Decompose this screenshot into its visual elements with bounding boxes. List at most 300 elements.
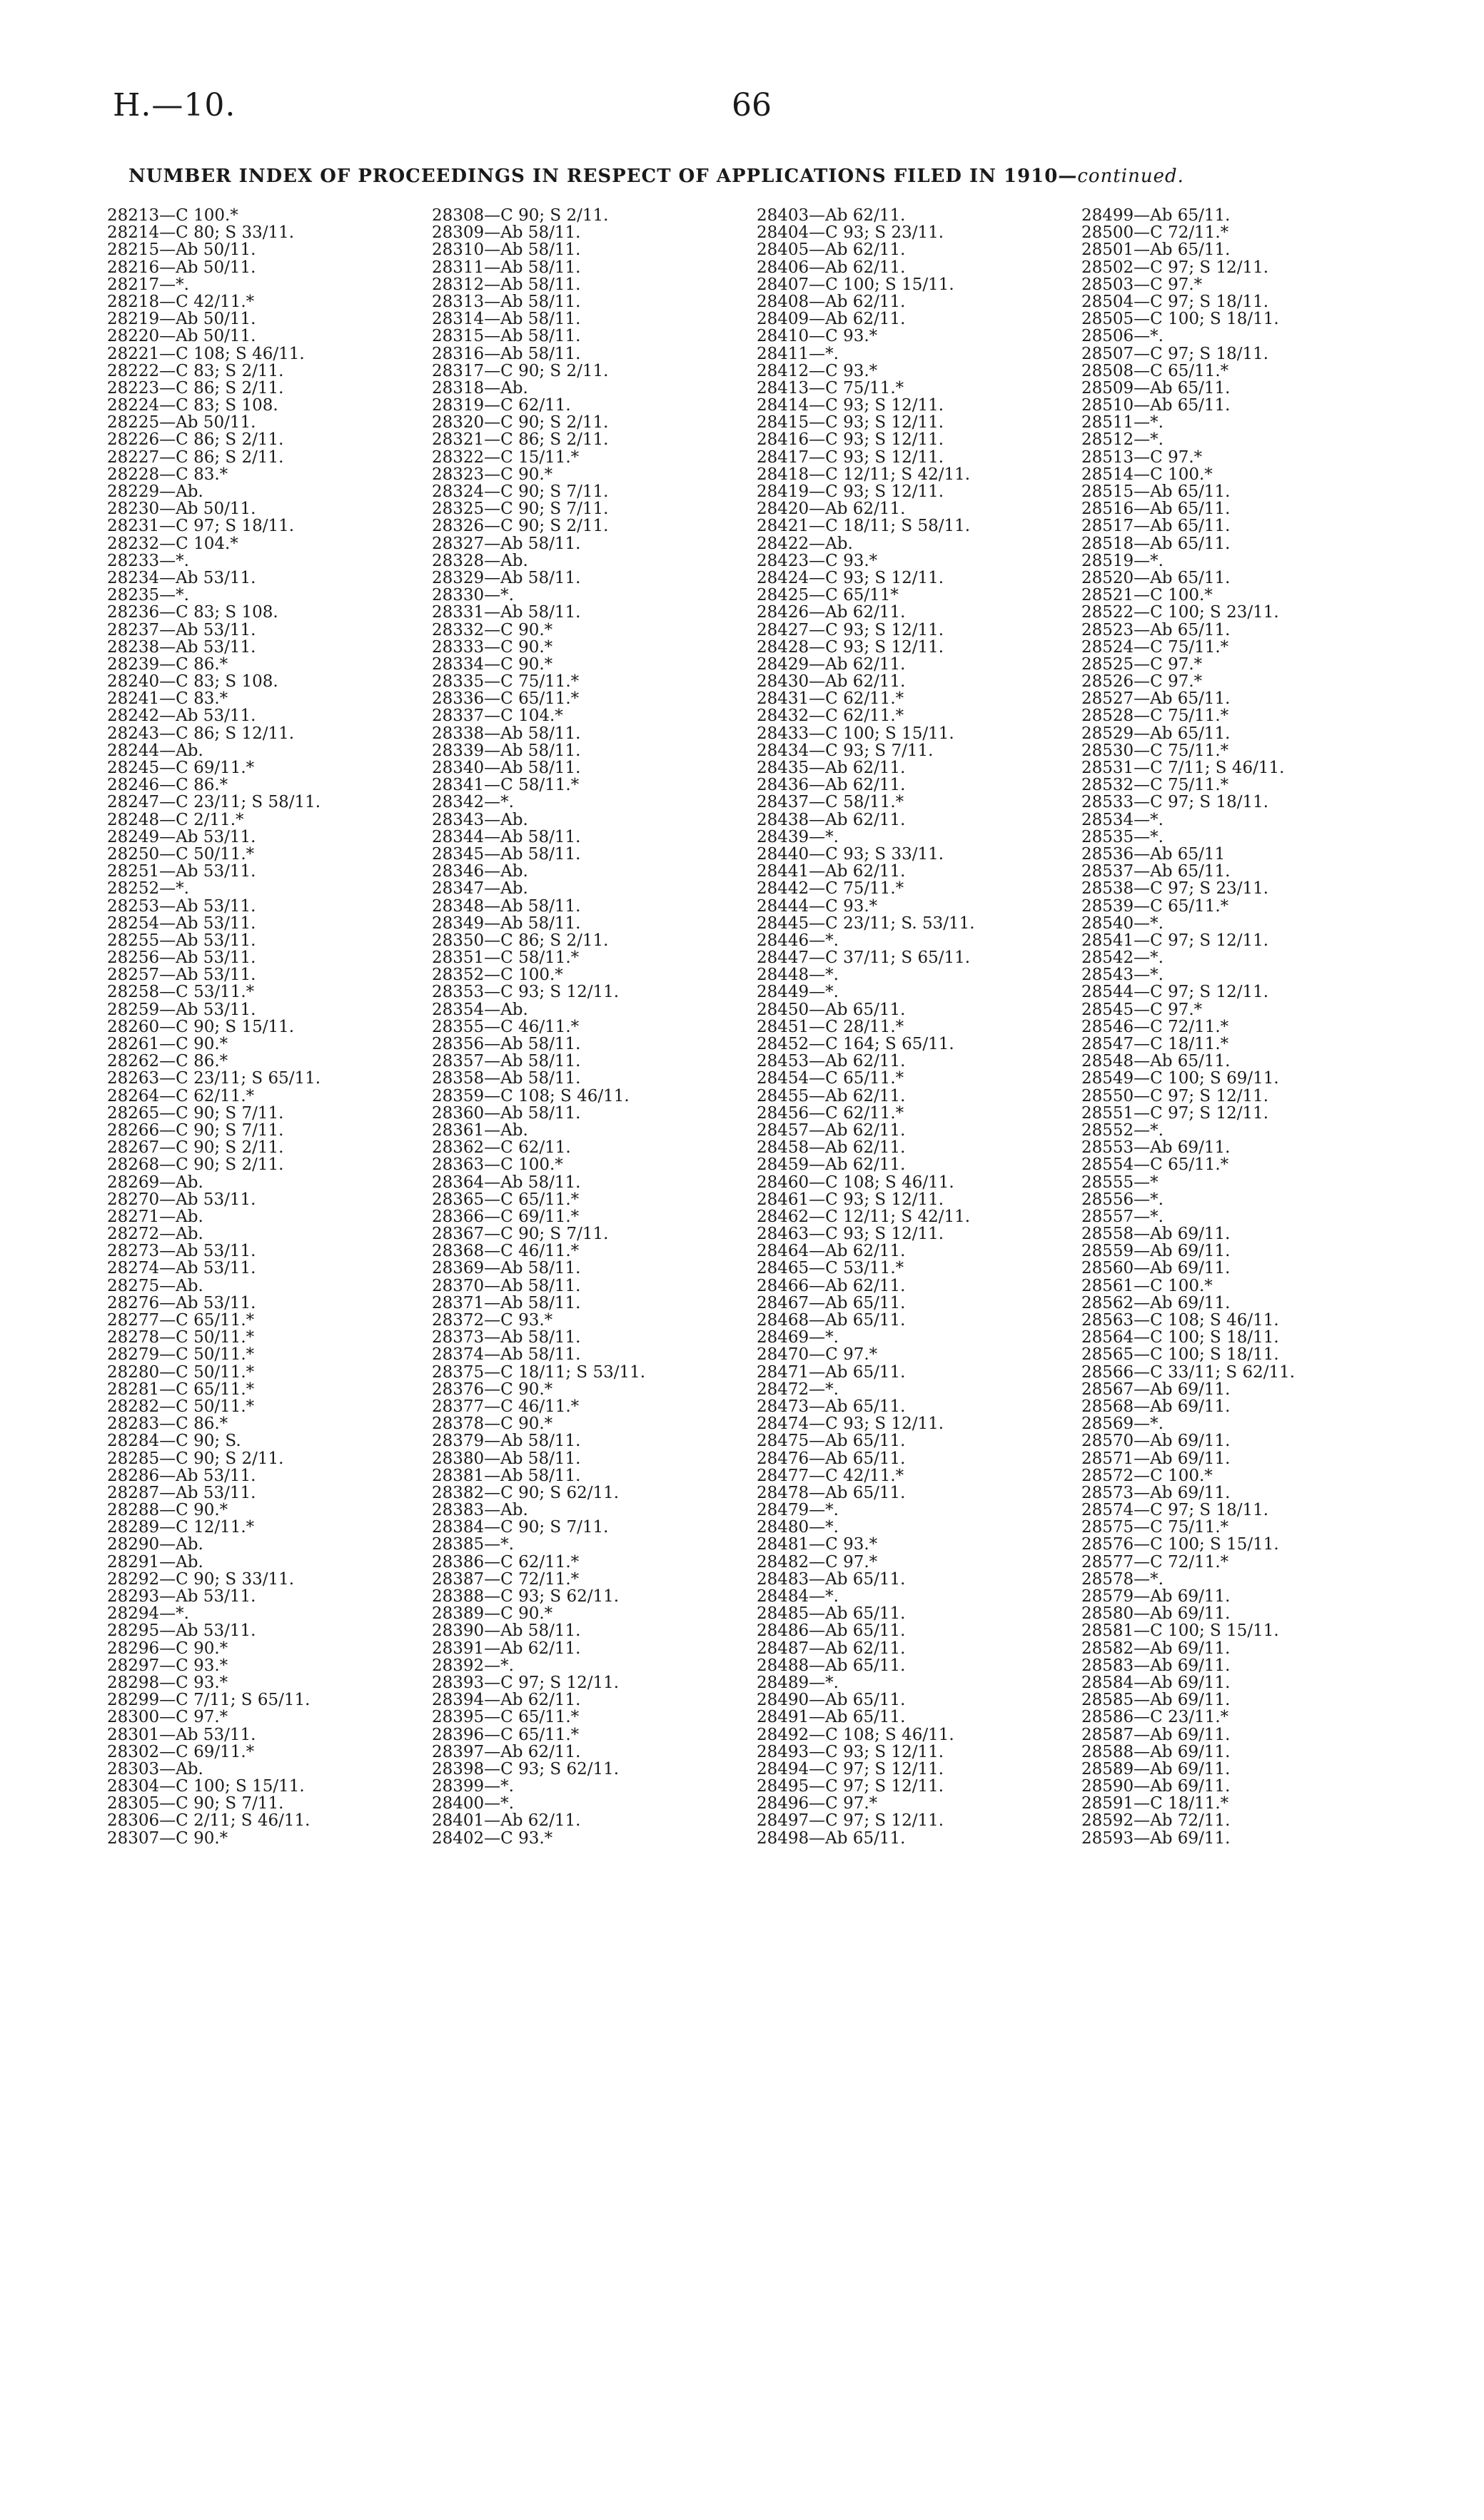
index-entry: 28483—Ab 65/11. — [757, 1570, 906, 1588]
index-entry: 28572—C 100.* — [1081, 1467, 1213, 1484]
index-entry: 28481—C 93.* — [757, 1536, 878, 1554]
index-entry: 28563—C 108; S 46/11. — [1081, 1312, 1279, 1330]
index-entry: 28339—Ab 58/11. — [432, 742, 581, 759]
index-entry: 28338—Ab 58/11. — [432, 724, 581, 742]
index-entry: 28498—Ab 65/11. — [757, 1829, 906, 1847]
index-entry: 28475—Ab 65/11. — [757, 1432, 906, 1450]
index-entry: 28450—Ab 65/11. — [757, 1001, 906, 1018]
index-entry: 28548—Ab 65/11. — [1081, 1053, 1231, 1071]
index-entry: 28562—Ab 69/11. — [1081, 1294, 1231, 1312]
index-entry: 28512—*. — [1081, 431, 1164, 449]
index-entry: 28447—C 37/11; S 65/11. — [757, 949, 971, 967]
index-entry: 28593—Ab 69/11. — [1081, 1829, 1231, 1847]
index-entry: 28217—*. — [107, 275, 189, 293]
index-entry: 28373—Ab 58/11. — [432, 1329, 581, 1347]
index-entry: 28327—Ab 58/11. — [432, 535, 581, 552]
index-entry: 28285—C 90; S 2/11. — [107, 1449, 284, 1467]
index-column-1 — [107, 207, 421, 1847]
index-entry: 28554—C 65/11.* — [1081, 1156, 1229, 1174]
index-entry: 28417—C 93; S 12/11. — [757, 448, 944, 466]
index-entry: 28467—Ab 65/11. — [757, 1294, 906, 1312]
index-entry: 28419—C 93; S 12/11. — [757, 483, 944, 501]
index-column-3 — [757, 207, 1071, 1847]
index-entry: 28400—*. — [432, 1795, 514, 1813]
index-entry: 28390—Ab 58/11. — [432, 1622, 581, 1640]
index-entry: 28495—C 97; S 12/11. — [757, 1778, 944, 1796]
index-entry: 28326—C 90; S 2/11. — [432, 517, 609, 535]
index-entry: 28487—Ab 62/11. — [757, 1639, 906, 1657]
index-entry: 28257—Ab 53/11. — [107, 966, 256, 984]
index-entry: 28379—Ab 58/11. — [432, 1432, 581, 1450]
index-entry: 28524—C 75/11.* — [1081, 638, 1229, 656]
index-entry: 28532—C 75/11.* — [1081, 776, 1229, 794]
index-entry: 28237—Ab 53/11. — [107, 621, 256, 639]
index-entry: 28304—C 100; S 15/11. — [107, 1778, 305, 1796]
index-entry: 28461—C 93; S 12/11. — [757, 1190, 944, 1208]
index-entry: 28377—C 46/11.* — [432, 1397, 580, 1416]
index-entry: 28276—Ab 53/11. — [107, 1294, 256, 1312]
index-entry: 28293—Ab 53/11. — [107, 1588, 256, 1606]
index-entry: 28255—Ab 53/11. — [107, 931, 256, 950]
index-entry: 28220—Ab 50/11. — [107, 328, 256, 345]
index-entry: 28486—Ab 65/11. — [757, 1622, 906, 1640]
index-entry: 28353—C 93; S 12/11. — [432, 983, 620, 1001]
index-entry: 28490—Ab 65/11. — [757, 1691, 906, 1709]
index-entry: 28218—C 42/11.* — [107, 293, 255, 311]
index-entry: 28525—C 97.* — [1081, 655, 1203, 674]
index-entry: 28429—Ab 62/11. — [757, 655, 906, 674]
index-entry: 28319—C 62/11. — [432, 397, 571, 415]
index-entry: 28462—C 12/11; S 42/11. — [757, 1208, 971, 1226]
index-entry: 28350—C 86; S 2/11. — [432, 931, 609, 950]
index-entry: 28238—Ab 53/11. — [107, 638, 256, 656]
index-entry: 28253—Ab 53/11. — [107, 897, 256, 915]
index-entry: 28313—Ab 58/11. — [432, 293, 581, 311]
index-entry: 28267—C 90; S 2/11. — [107, 1139, 284, 1157]
index-entry: 28466—Ab 62/11. — [757, 1277, 906, 1295]
index-entry: 28580—Ab 69/11. — [1081, 1605, 1231, 1623]
index-entry: 28291—Ab. — [107, 1553, 203, 1571]
index-entry: 28574—C 97; S 18/11. — [1081, 1502, 1269, 1519]
index-entry: 28347—Ab. — [432, 880, 528, 898]
index-entry: 28243—C 86; S 12/11. — [107, 724, 295, 742]
index-entry: 28343—Ab. — [432, 811, 528, 829]
index-entry: 28336—C 65/11.* — [432, 690, 580, 708]
index-entry: 28265—C 90; S 7/11. — [107, 1104, 284, 1122]
index-entry: 28225—Ab 50/11. — [107, 414, 256, 432]
index-entry: 28282—C 50/11.* — [107, 1397, 255, 1416]
index-entry: 28413—C 75/11.* — [757, 379, 904, 398]
index-entry: 28582—Ab 69/11. — [1081, 1639, 1231, 1657]
index-entry: 28254—Ab 53/11. — [107, 914, 256, 932]
index-entry: 28364—Ab 58/11. — [432, 1173, 581, 1191]
index-entry: 28519—*. — [1081, 552, 1164, 570]
index-entry: 28432—C 62/11.* — [757, 707, 904, 725]
index-entry: 28515—Ab 65/11. — [1081, 483, 1231, 501]
index-entry: 28224—C 83; S 108. — [107, 397, 278, 415]
index-entry: 28537—Ab 65/11. — [1081, 863, 1231, 881]
index-entry: 28333—C 90.* — [432, 638, 553, 656]
index-entry: 28335—C 75/11.* — [432, 673, 580, 691]
entry-list — [432, 207, 746, 1847]
index-entry: 28231—C 97; S 18/11. — [107, 517, 295, 535]
index-entry: 28311—Ab 58/11. — [432, 258, 581, 276]
index-entry: 28449—*. — [757, 983, 839, 1001]
index-entry: 28308—C 90; S 2/11. — [432, 207, 609, 225]
index-entry: 28382—C 90; S 62/11. — [432, 1484, 620, 1502]
index-entry: 28528—C 75/11.* — [1081, 707, 1229, 725]
index-entry: 28324—C 90; S 7/11. — [432, 483, 609, 501]
index-entry: 28249—Ab 53/11. — [107, 828, 256, 846]
index-entry: 28355—C 46/11.* — [432, 1018, 580, 1036]
index-entry: 28259—Ab 53/11. — [107, 1001, 256, 1018]
index-entry: 28310—Ab 58/11. — [432, 241, 581, 259]
index-entry: 28502—C 97; S 12/11. — [1081, 258, 1269, 276]
index-entry: 28492—C 108; S 46/11. — [757, 1726, 954, 1744]
index-entry: 28458—Ab 62/11. — [757, 1139, 906, 1157]
index-entry: 28546—C 72/11.* — [1081, 1018, 1229, 1036]
index-entry: 28448—*. — [757, 966, 839, 984]
index-entry: 28242—Ab 53/11. — [107, 707, 256, 725]
index-entry: 28394—Ab 62/11. — [432, 1691, 581, 1709]
index-entry: 28405—Ab 62/11. — [757, 241, 906, 259]
index-entry: 28561—C 100.* — [1081, 1277, 1213, 1295]
index-entry: 28408—Ab 62/11. — [757, 293, 906, 311]
index-entry: 28342—*. — [432, 794, 514, 811]
index-entry: 28256—Ab 53/11. — [107, 949, 256, 967]
index-entry: 28410—C 93.* — [757, 328, 878, 345]
index-entry: 28263—C 23/11; S 65/11. — [107, 1070, 321, 1088]
index-entry: 28460—C 108; S 46/11. — [757, 1173, 954, 1191]
index-entry: 28566—C 33/11; S 62/11. — [1081, 1363, 1296, 1381]
index-entry: 28341—C 58/11.* — [432, 776, 580, 794]
index-entry: 28403—Ab 62/11. — [757, 207, 906, 225]
index-entry: 28480—*. — [757, 1519, 839, 1537]
index-entry: 28570—Ab 69/11. — [1081, 1432, 1231, 1450]
index-entry: 28589—Ab 69/11. — [1081, 1760, 1231, 1778]
index-entry: 28258—C 53/11.* — [107, 983, 255, 1001]
index-entry: 28286—Ab 53/11. — [107, 1467, 256, 1484]
index-entry: 28436—Ab 62/11. — [757, 776, 906, 794]
index-entry: 28404—C 93; S 23/11. — [757, 224, 944, 242]
index-entry: 28332—C 90.* — [432, 621, 553, 639]
index-entry: 28329—Ab 58/11. — [432, 569, 581, 587]
index-entry: 28230—Ab 50/11. — [107, 500, 256, 518]
index-entry: 28549—C 100; S 69/11. — [1081, 1070, 1279, 1088]
index-entry: 28477—C 42/11.* — [757, 1467, 904, 1484]
index-entry: 28299—C 7/11; S 65/11. — [107, 1691, 311, 1709]
index-entry: 28252—*. — [107, 880, 189, 898]
index-entry: 28295—Ab 53/11. — [107, 1622, 256, 1640]
index-entry: 28277—C 65/11.* — [107, 1312, 255, 1330]
document-reference: H.—10. — [113, 87, 236, 123]
index-entry: 28468—Ab 65/11. — [757, 1312, 906, 1330]
index-entry: 28431—C 62/11.* — [757, 690, 904, 708]
index-entry: 28499—Ab 65/11. — [1081, 207, 1231, 225]
index-entry: 28388—C 93; S 62/11. — [432, 1588, 620, 1606]
index-entry: 28361—Ab. — [432, 1121, 528, 1140]
index-entry: 28292—C 90; S 33/11. — [107, 1570, 295, 1588]
index-entry: 28457—Ab 62/11. — [757, 1121, 906, 1140]
index-entry: 28471—Ab 65/11. — [757, 1363, 906, 1381]
index-entry: 28380—Ab 58/11. — [432, 1449, 581, 1467]
index-entry: 28568—Ab 69/11. — [1081, 1397, 1231, 1416]
index-column-4 — [1081, 207, 1395, 1847]
index-entry: 28411—*. — [757, 345, 839, 363]
index-entry: 28577—C 72/11.* — [1081, 1553, 1229, 1571]
index-entry: 28391—Ab 62/11. — [432, 1639, 581, 1657]
index-entry: 28516—Ab 65/11. — [1081, 500, 1231, 518]
index-entry: 28513—C 97.* — [1081, 448, 1203, 466]
index-entry: 28422—Ab. — [757, 535, 853, 552]
index-entry: 28303—Ab. — [107, 1760, 203, 1778]
index-entry: 28527—Ab 65/11. — [1081, 690, 1231, 708]
index-entry: 28222—C 83; S 2/11. — [107, 362, 284, 380]
index-entry: 28241—C 83.* — [107, 690, 228, 708]
index-entry: 28289—C 12/11.* — [107, 1519, 255, 1537]
index-entry: 28553—Ab 69/11. — [1081, 1139, 1231, 1157]
index-entry: 28544—C 97; S 12/11. — [1081, 983, 1269, 1001]
index-entry: 28334—C 90.* — [432, 655, 553, 674]
index-entry: 28506—*. — [1081, 328, 1164, 345]
index-entry: 28503—C 97.* — [1081, 275, 1203, 293]
index-entry: 28571—Ab 69/11. — [1081, 1449, 1231, 1467]
index-entry: 28540—*. — [1081, 914, 1164, 932]
index-entry: 28564—C 100; S 18/11. — [1081, 1329, 1279, 1347]
index-entry: 28362—C 62/11. — [432, 1139, 571, 1157]
index-entry: 28312—Ab 58/11. — [432, 275, 581, 293]
index-entry: 28278—C 50/11.* — [107, 1329, 255, 1347]
index-entry: 28529—Ab 65/11. — [1081, 724, 1231, 742]
index-entry: 28233—*. — [107, 552, 189, 570]
index-entry: 28219—Ab 50/11. — [107, 310, 256, 328]
index-entry: 28520—Ab 65/11. — [1081, 569, 1231, 587]
index-entry: 28531—C 7/11; S 46/11. — [1081, 759, 1285, 777]
index-entry: 28363—C 100.* — [432, 1156, 563, 1174]
index-entry: 28234—Ab 53/11. — [107, 569, 256, 587]
index-entry: 28399—*. — [432, 1778, 514, 1796]
index-entry: 28396—C 65/11.* — [432, 1726, 580, 1744]
index-entry: 28297—C 93.* — [107, 1656, 228, 1674]
index-entry: 28414—C 93; S 12/11. — [757, 397, 944, 415]
index-entry: 28416—C 93; S 12/11. — [757, 431, 944, 449]
index-entry: 28538—C 97; S 23/11. — [1081, 880, 1269, 898]
index-entry: 28423—C 93.* — [757, 552, 878, 570]
index-entry: 28579—Ab 69/11. — [1081, 1588, 1231, 1606]
index-entry: 28470—C 97.* — [757, 1346, 878, 1364]
index-entry: 28245—C 69/11.* — [107, 759, 255, 777]
index-entry: 28573—Ab 69/11. — [1081, 1484, 1231, 1502]
index-entry: 28418—C 12/11; S 42/11. — [757, 465, 971, 483]
index-entry: 28360—Ab 58/11. — [432, 1104, 581, 1122]
index-entry: 28424—C 93; S 12/11. — [757, 569, 944, 587]
index-entry: 28454—C 65/11.* — [757, 1070, 904, 1088]
index-entry: 28588—Ab 69/11. — [1081, 1743, 1231, 1761]
index-entry: 28269—Ab. — [107, 1173, 203, 1191]
index-entry: 28551—C 97; S 12/11. — [1081, 1104, 1269, 1122]
entry-list — [1081, 207, 1395, 1847]
index-entry: 28465—C 53/11.* — [757, 1260, 904, 1277]
index-entry: 28375—C 18/11; S 53/11. — [432, 1363, 646, 1381]
index-entry: 28376—C 90.* — [432, 1380, 553, 1398]
index-entry: 28393—C 97; S 12/11. — [432, 1674, 620, 1692]
index-entry: 28581—C 100; S 15/11. — [1081, 1622, 1279, 1640]
index-entry: 28455—Ab 62/11. — [757, 1087, 906, 1105]
index-entry: 28250—C 50/11.* — [107, 845, 255, 864]
index-entry: 28504—C 97; S 18/11. — [1081, 293, 1269, 311]
index-entry: 28357—Ab 58/11. — [432, 1053, 581, 1071]
index-entry: 28302—C 69/11.* — [107, 1743, 255, 1761]
index-entry: 28374—Ab 58/11. — [432, 1346, 581, 1364]
index-entry: 28437—C 58/11.* — [757, 794, 904, 811]
index-entry: 28369—Ab 58/11. — [432, 1260, 581, 1277]
index-entry: 28346—Ab. — [432, 863, 528, 881]
index-entry: 28266—C 90; S 7/11. — [107, 1121, 284, 1140]
index-column-2 — [432, 207, 746, 1847]
index-entry: 28592—Ab 72/11. — [1081, 1812, 1231, 1830]
index-entry: 28453—Ab 62/11. — [757, 1053, 906, 1071]
index-entry: 28322—C 15/11.* — [432, 448, 580, 466]
index-entry: 28345—Ab 58/11. — [432, 845, 581, 864]
index-entry: 28484—*. — [757, 1588, 839, 1606]
index-entry: 28232—C 104.* — [107, 535, 238, 552]
index-entry: 28274—Ab 53/11. — [107, 1260, 256, 1277]
index-entry: 28576—C 100; S 15/11. — [1081, 1536, 1279, 1554]
index-entry: 28534—*. — [1081, 811, 1164, 829]
index-entry: 28567—Ab 69/11. — [1081, 1380, 1231, 1398]
index-entry: 28378—C 90.* — [432, 1415, 553, 1433]
index-entry: 28507—C 97; S 18/11. — [1081, 345, 1269, 363]
index-entry: 28434—C 93; S 7/11. — [757, 742, 934, 759]
index-entry: 28366—C 69/11.* — [432, 1208, 580, 1226]
index-entry: 28584—Ab 69/11. — [1081, 1674, 1231, 1692]
index-entry: 28261—C 90.* — [107, 1036, 228, 1053]
index-entry: 28317—C 90; S 2/11. — [432, 362, 609, 380]
index-entry: 28556—*. — [1081, 1190, 1164, 1208]
index-entry: 28421—C 18/11; S 58/11. — [757, 517, 971, 535]
index-entry: 28301—Ab 53/11. — [107, 1726, 256, 1744]
index-entry: 28517—Ab 65/11. — [1081, 517, 1231, 535]
index-entry: 28227—C 86; S 2/11. — [107, 448, 284, 466]
index-entry: 28545—C 97.* — [1081, 1001, 1203, 1018]
index-entry: 28330—*. — [432, 587, 514, 604]
index-entry: 28430—Ab 62/11. — [757, 673, 906, 691]
index-entry: 28321—C 86; S 2/11. — [432, 431, 609, 449]
index-entry: 28536—Ab 65/11 — [1081, 845, 1226, 864]
index-entry: 28307—C 90.* — [107, 1829, 228, 1847]
index-entry: 28331—Ab 58/11. — [432, 604, 581, 622]
index-entry: 28509—Ab 65/11. — [1081, 379, 1231, 398]
index-entry: 28505—C 100; S 18/11. — [1081, 310, 1279, 328]
index-entry: 28485—Ab 65/11. — [757, 1605, 906, 1623]
index-entry: 28216—Ab 50/11. — [107, 258, 256, 276]
index-entry: 28294—*. — [107, 1605, 189, 1623]
index-entry: 28371—Ab 58/11. — [432, 1294, 581, 1312]
index-entry: 28323—C 90.* — [432, 465, 553, 483]
title-text: NUMBER INDEX OF PROCEEDINGS IN RESPECT OF APPLICATIONS FILED IN 1910— — [128, 166, 1078, 187]
index-entry: 28280—C 50/11.* — [107, 1363, 255, 1381]
index-entry: 28420—Ab 62/11. — [757, 500, 906, 518]
index-entry: 28415—C 93; S 12/11. — [757, 414, 944, 432]
index-entry: 28452—C 164; S 65/11. — [757, 1036, 954, 1053]
index-entry: 28511—*. — [1081, 414, 1164, 432]
index-entry: 28262—C 86.* — [107, 1053, 228, 1071]
page-header — [0, 87, 1484, 137]
index-entry: 28365—C 65/11.* — [432, 1190, 580, 1208]
index-entry: 28316—Ab 58/11. — [432, 345, 581, 363]
index-entry: 28387—C 72/11.* — [432, 1570, 580, 1588]
index-entry: 28223—C 86; S 2/11. — [107, 379, 284, 398]
index-entry: 28587—Ab 69/11. — [1081, 1726, 1231, 1744]
index-entry: 28240—C 83; S 108. — [107, 673, 278, 691]
index-entry: 28407—C 100; S 15/11. — [757, 275, 954, 293]
index-entry: 28354—Ab. — [432, 1001, 528, 1018]
index-entry: 28530—C 75/11.* — [1081, 742, 1229, 759]
index-entry: 28349—Ab 58/11. — [432, 914, 581, 932]
index-entry: 28389—C 90.* — [432, 1605, 553, 1623]
index-entry: 28290—Ab. — [107, 1536, 203, 1554]
index-entry: 28482—C 97.* — [757, 1553, 878, 1571]
index-entry: 28496—C 97.* — [757, 1795, 878, 1813]
index-entry: 28368—C 46/11.* — [432, 1243, 580, 1260]
index-entry: 28522—C 100; S 23/11. — [1081, 604, 1279, 622]
index-entry: 28352—C 100.* — [432, 966, 563, 984]
index-entry: 28472—*. — [757, 1380, 839, 1398]
index-entry: 28543—*. — [1081, 966, 1164, 984]
index-entry: 28514—C 100.* — [1081, 465, 1213, 483]
index-entry: 28358—Ab 58/11. — [432, 1070, 581, 1088]
index-entry: 28284—C 90; S. — [107, 1432, 241, 1450]
index-entry: 28552—*. — [1081, 1121, 1164, 1140]
index-entry: 28426—Ab 62/11. — [757, 604, 906, 622]
index-entry: 28439—*. — [757, 828, 839, 846]
index-entry: 28438—Ab 62/11. — [757, 811, 906, 829]
index-entry: 28501—Ab 65/11. — [1081, 241, 1231, 259]
index-entry: 28590—Ab 69/11. — [1081, 1778, 1231, 1796]
index-entry: 28383—Ab. — [432, 1502, 528, 1519]
index-entry: 28392—*. — [432, 1656, 514, 1674]
index-entry: 28309—Ab 58/11. — [432, 224, 581, 242]
index-entry: 28451—C 28/11.* — [757, 1018, 904, 1036]
index-entry: 28412—C 93.* — [757, 362, 878, 380]
index-entry: 28370—Ab 58/11. — [432, 1277, 581, 1295]
index-entry: 28235—*. — [107, 587, 189, 604]
index-entry: 28476—Ab 65/11. — [757, 1449, 906, 1467]
title-continued: continued. — [1077, 166, 1184, 187]
index-entry: 28215—Ab 50/11. — [107, 241, 256, 259]
index-entry: 28397—Ab 62/11. — [432, 1743, 581, 1761]
index-entry: 28539—C 65/11.* — [1081, 897, 1229, 915]
index-entry: 28442—C 75/11.* — [757, 880, 904, 898]
index-entry: 28213—C 100.* — [107, 207, 238, 225]
index-entry: 28585—Ab 69/11. — [1081, 1691, 1231, 1709]
index-entry: 28491—Ab 65/11. — [757, 1709, 906, 1726]
index-entry: 28239—C 86.* — [107, 655, 228, 674]
index-entry: 28288—C 90.* — [107, 1502, 228, 1519]
index-entry: 28586—C 23/11.* — [1081, 1709, 1229, 1726]
index-entry: 28526—C 97.* — [1081, 673, 1203, 691]
index-entry: 28406—Ab 62/11. — [757, 258, 906, 276]
index-entry: 28575—C 75/11.* — [1081, 1519, 1229, 1537]
index-entry: 28456—C 62/11.* — [757, 1104, 904, 1122]
index-entry: 28325—C 90; S 7/11. — [432, 500, 609, 518]
index-entry: 28402—C 93.* — [432, 1829, 553, 1847]
index-entry: 28273—Ab 53/11. — [107, 1243, 256, 1260]
index-entry: 28247—C 23/11; S 58/11. — [107, 794, 321, 811]
index-entry: 28337—C 104.* — [432, 707, 563, 725]
index-entry: 28359—C 108; S 46/11. — [432, 1087, 630, 1105]
index-entry: 28281—C 65/11.* — [107, 1380, 255, 1398]
